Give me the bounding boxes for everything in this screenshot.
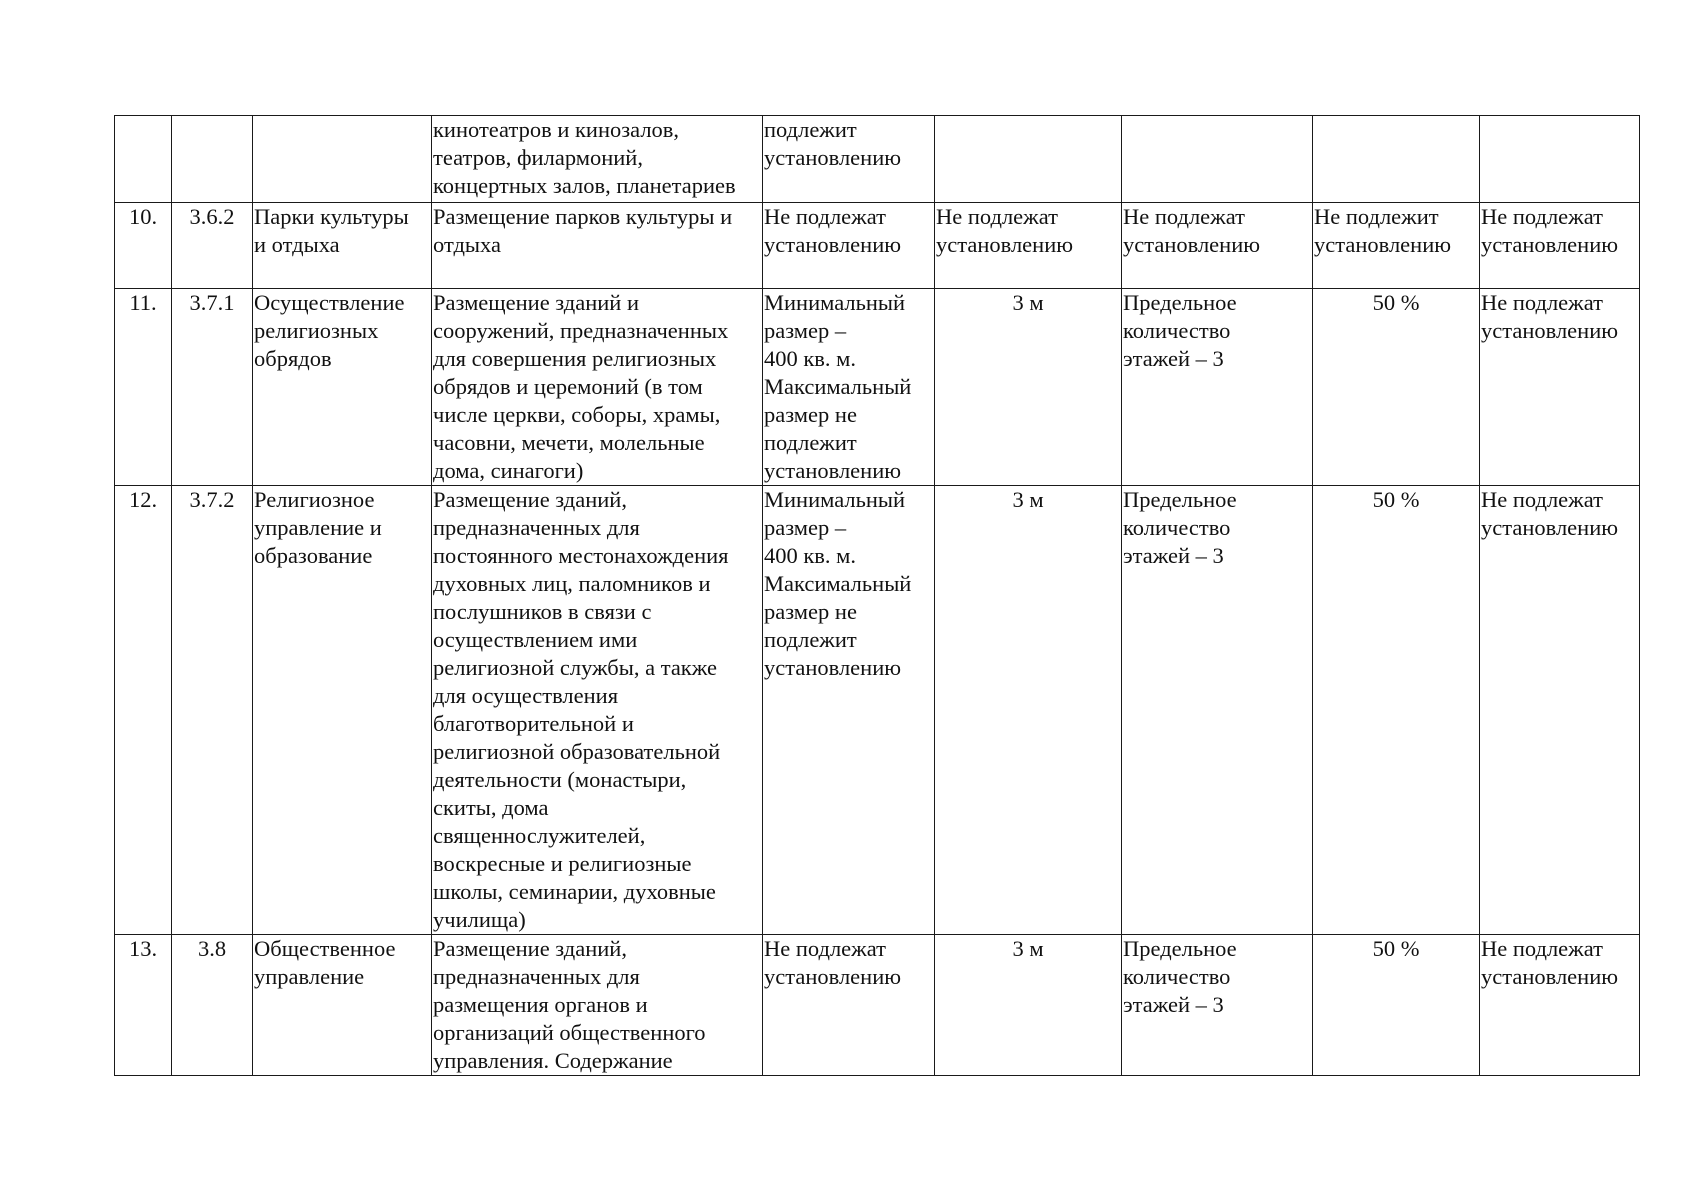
land-size: Не подлежат установлению [763, 935, 935, 1076]
other-params: Не подлежат установлению [1480, 486, 1640, 935]
use-name: Общественное управление [253, 935, 432, 1076]
table-row [115, 486, 1640, 935]
other-params: Не подлежат установлению [1480, 203, 1640, 289]
use-name: Осуществление религиозных обрядов [253, 289, 432, 486]
coverage-percent: 50 % [1313, 935, 1480, 1076]
floors-limit: Не подлежат установлению [1122, 203, 1313, 289]
use-code: 3.7.2 [172, 486, 253, 935]
use-code [172, 116, 253, 203]
use-name: Религиозное управление и образование [253, 486, 432, 935]
floors-limit [1122, 116, 1313, 203]
use-description: Размещение парков культуры и отдыха [432, 203, 763, 289]
regulations-table [114, 115, 1640, 1076]
use-description: Размещение зданий и сооружений, предназначенных для совершения религиозных обрядов и церемоний (в том числе церкви, соборы, храмы, часовни, мечети, молельные дома, синагоги) [432, 289, 763, 486]
use-description: кинотеатров и кинозалов, театров, филармоний, концертных залов, планетариев [432, 116, 763, 203]
coverage-percent [1313, 116, 1480, 203]
land-size: Не подлежат установлению [763, 203, 935, 289]
min-setback: 3 м [935, 289, 1122, 486]
min-setback: Не подлежат установлению [935, 203, 1122, 289]
table-row [115, 203, 1640, 289]
use-description: Размещение зданий, предназначенных для постоянного местонахождения духовных лиц, паломников и послушников в связи с осуществлением ими религиозной службы, а также для осуществления благотворительной и религиозной образовательной деятельности (монастыри, скиты, дома священнослужителей, воскресные и религиозные школы, семинарии, духовные училища) [432, 486, 763, 935]
land-size: подлежит установлению [763, 116, 935, 203]
coverage-percent: 50 % [1313, 289, 1480, 486]
min-setback [935, 116, 1122, 203]
table-row [115, 935, 1640, 1076]
use-code: 3.7.1 [172, 289, 253, 486]
min-setback: 3 м [935, 935, 1122, 1076]
other-params [1480, 116, 1640, 203]
use-name [253, 116, 432, 203]
floors-limit: Предельное количество этажей – 3 [1122, 486, 1313, 935]
floors-limit: Предельное количество этажей – 3 [1122, 935, 1313, 1076]
coverage-percent: 50 % [1313, 486, 1480, 935]
row-number: 12. [115, 486, 172, 935]
table-row [115, 289, 1640, 486]
use-code: 3.6.2 [172, 203, 253, 289]
land-size: Минимальный размер – 400 кв. м. Максимальный размер не подлежит установлению [763, 289, 935, 486]
coverage-percent: Не подлежит установлению [1313, 203, 1480, 289]
use-code: 3.8 [172, 935, 253, 1076]
use-description: Размещение зданий, предназначенных для размещения органов и организаций общественного управления. Содержание [432, 935, 763, 1076]
row-number: 10. [115, 203, 172, 289]
table-row [115, 116, 1640, 203]
min-setback: 3 м [935, 486, 1122, 935]
row-number [115, 116, 172, 203]
use-name: Парки культуры и отдыха [253, 203, 432, 289]
row-number: 11. [115, 289, 172, 486]
other-params: Не подлежат установлению [1480, 289, 1640, 486]
row-number: 13. [115, 935, 172, 1076]
land-size: Минимальный размер – 400 кв. м. Максимальный размер не подлежит установлению [763, 486, 935, 935]
floors-limit: Предельное количество этажей – 3 [1122, 289, 1313, 486]
other-params: Не подлежат установлению [1480, 935, 1640, 1076]
